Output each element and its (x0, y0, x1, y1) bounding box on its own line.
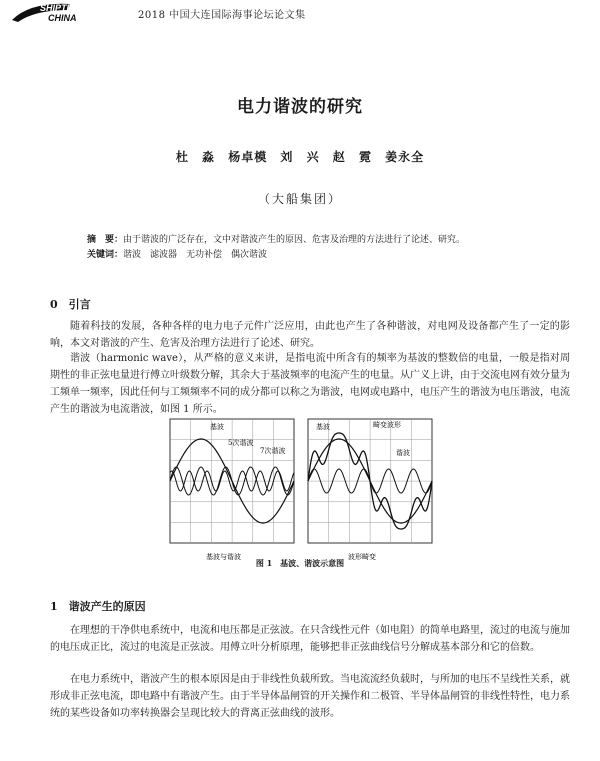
label-7th-harmonic: 7次谐波 (260, 447, 286, 455)
paper-authors: 杜 淼 杨卓模 刘 兴 赵 霓 姜永全 (175, 150, 425, 164)
affiliation: （大船集团） (257, 192, 342, 206)
figure-1-caption: 图 1 基波、谐波示意图 (255, 558, 345, 568)
abstract-block (87, 233, 527, 263)
label-5th-harmonic: 5次谐波 (228, 439, 254, 447)
keywords-text: 谐波 滤波器 无功补偿 偶次谐波 (123, 250, 268, 260)
keywords-label: 关键词： (87, 250, 124, 260)
svg-text:SHIPTEL: SHIPTEL (40, 3, 79, 13)
abstract (87, 233, 527, 248)
paper-title: 电力谐波的研究 (237, 97, 363, 117)
section-1-title: 1 谐波产生的原因 (50, 600, 146, 613)
right-subcaption: 波形畸变 (348, 553, 376, 561)
section-0-title: 0 引言 (50, 298, 91, 311)
section-0-paragraph-2: 谐波（harmonic wave），从严格的意义来讲，是指电流中所含有的频率为基波的整数倍的电量，一般是指对周期性的非正弦电量进行傅立叶级数分解，其余大于基波频率的电流产生的电量。从广义上讲，由于交流电网有效分量为工频单一频率，因此任何与工频频率不同的成分都可以称之为谐波，电网或电路中，电压产生的谐波为电压谐波，电流产生的谐波为电流谐波，如图 1 所示。 (50, 353, 570, 415)
label-distorted: 畸变波形 (373, 421, 401, 429)
label-right-harmonic: 谐波 (396, 449, 410, 457)
label-right-fundamental: 基波 (316, 423, 330, 431)
section-0-paragraph-1: 随着科技的发展，各种各样的电力电子元件广泛应用，由此也产生了各种谐波，对电网及设备都产生了一定的影响，本文对谐波的产生、危害及治理方法进行了论述、研究。 (50, 321, 570, 349)
section-1-paragraph-1: 在理想的干净供电系统中，电流和电压都是正弦波。在只含线性元件（如电阻）的简单电路里，流过的电流与施加的电压成正比，流过的电流是正弦波。用傅立叶分析原理，能够把非正弦曲线信号分解成基本部分和它的倍数。 (50, 625, 570, 653)
section-1-paragraph-2: 在电力系统中，谐波产生的根本原因是由于非线性负载所致。当电流流经负载时，与所加的电压不呈线性关系，就形成非正弦电流，即电路中有谐波产生。由于半导体晶闸管的开关操作和二极管、半导体晶闸管的非线性特性，电力系统的某些设备如功率转换器会呈现比较大的背离正弦曲线的波形。 (50, 674, 570, 719)
page-header (0, 0, 600, 28)
shiptel-china-logo (10, 0, 130, 24)
conference-name: 2018 中国大连国际海事论坛论文集 (138, 10, 306, 21)
label-left-fundamental: 基波 (210, 423, 224, 431)
left-subcaption: 基波与谐波 (206, 553, 241, 561)
abstract-label: 摘 要： (87, 235, 124, 245)
abstract-text: 由于谐波的广泛存在，文中对谐波产生的原因、危害及治理的方法进行了论述、研究。 (123, 235, 466, 245)
svg-text:CHINA: CHINA (48, 13, 77, 23)
keywords (87, 248, 527, 263)
